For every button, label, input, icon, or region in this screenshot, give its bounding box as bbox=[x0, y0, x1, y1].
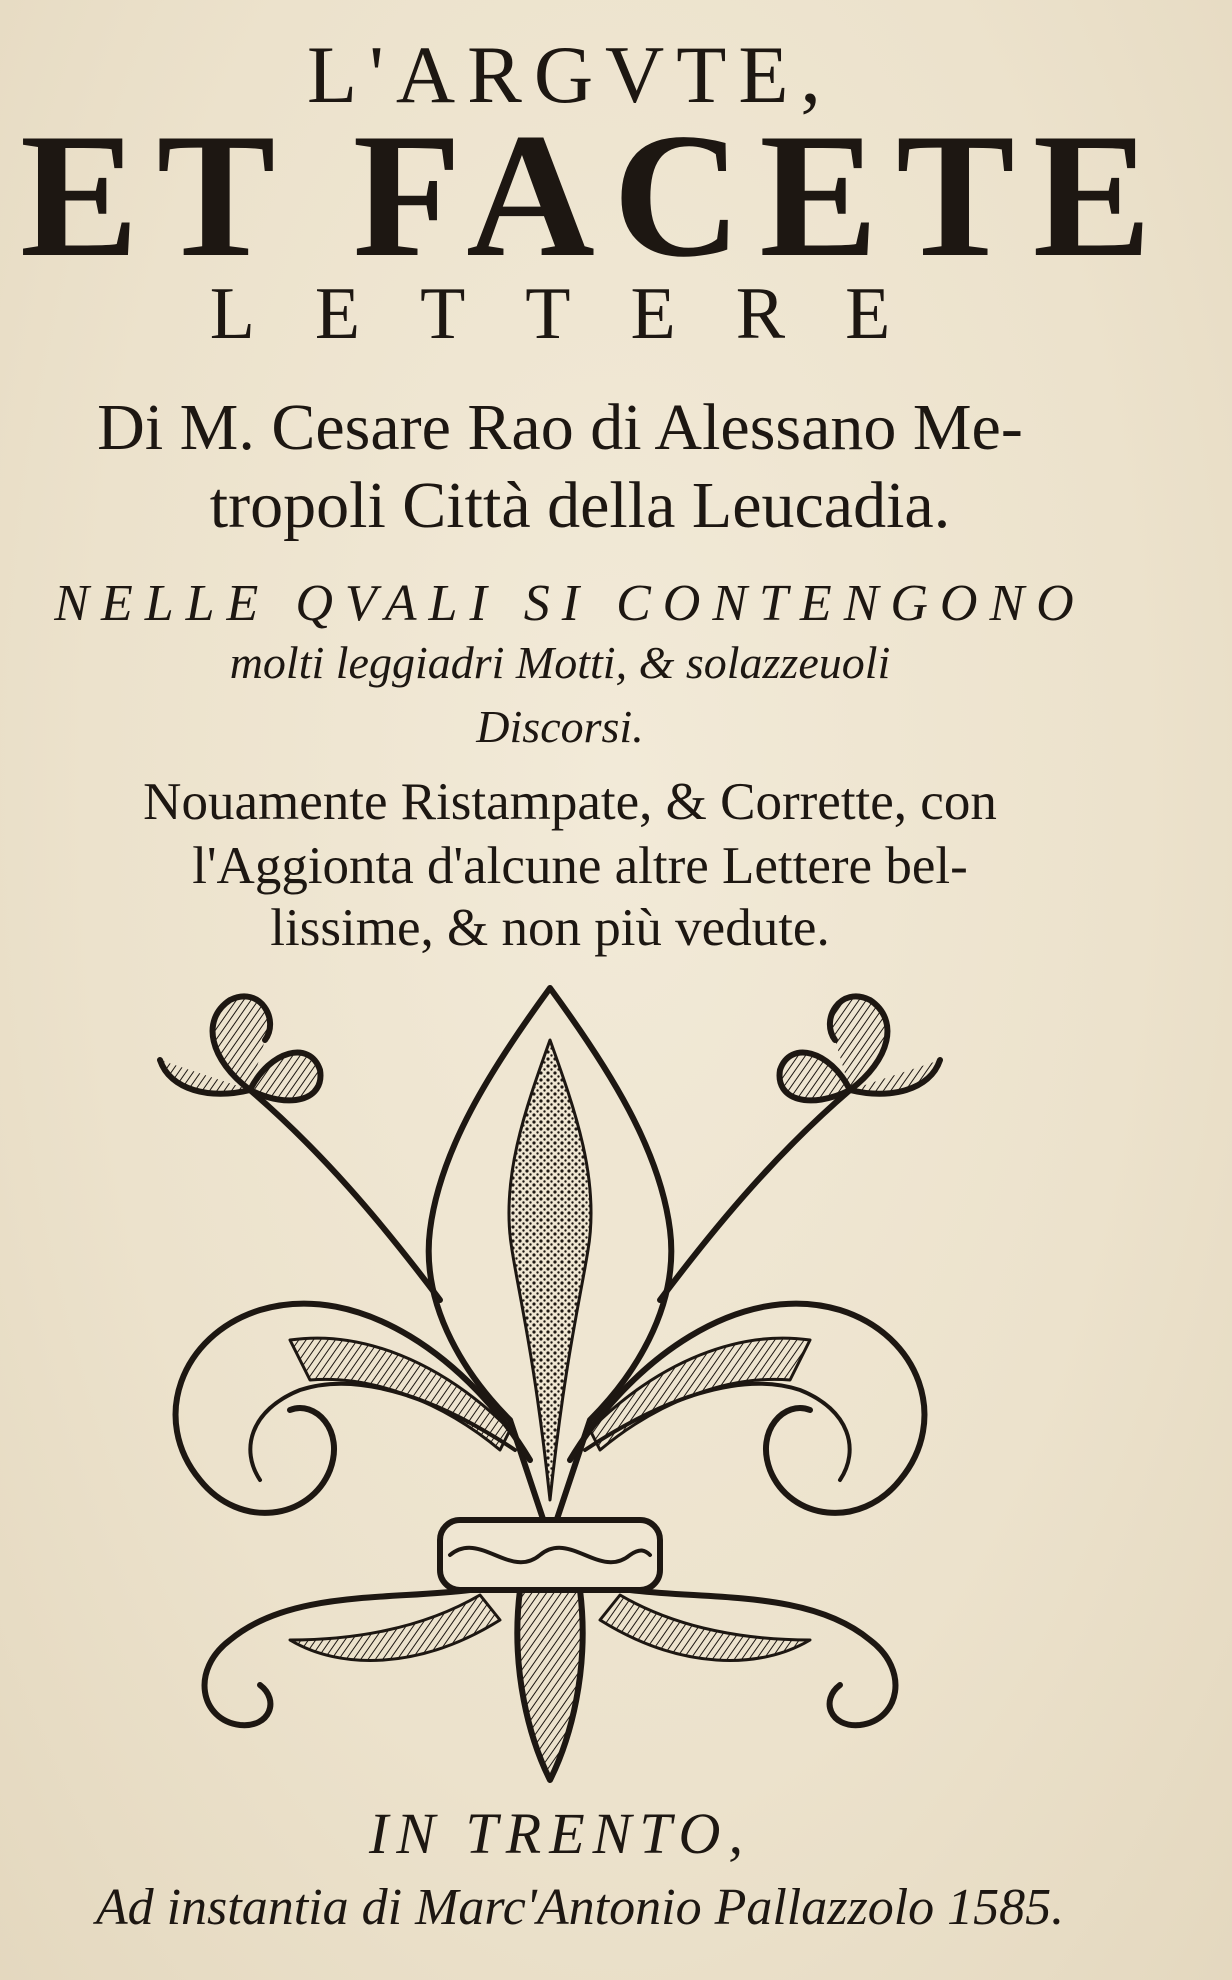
title-line-1: L'ARGVTE, bbox=[307, 29, 833, 120]
fleur-de-lis-woodcut-icon bbox=[140, 980, 960, 1800]
author-line-2: tropoli Città della Leucadia. bbox=[209, 469, 951, 542]
subtitle-line-3: Discorsi. bbox=[476, 701, 644, 752]
imprint-line-2: Ad instantia di Marc'Antonio Pallazzolo 1585. bbox=[95, 1879, 1065, 1936]
subtitle-line-2: molti leggiadri Motti, & solazzeuoli bbox=[229, 637, 891, 688]
note-line-3: lissime, & non più vedute. bbox=[270, 899, 830, 957]
note-line-1: Nouamente Ristampate, & Corrette, con bbox=[143, 773, 997, 831]
title-line-3: LETTERE bbox=[209, 273, 951, 355]
subtitle-line-1: NELLE QVALI SI CONTENGONO bbox=[54, 575, 1086, 632]
note-line-2: l'Aggionta d'alcune altre Lettere bel- bbox=[192, 837, 968, 895]
imprint-line-1: IN TRENTO, bbox=[369, 1801, 751, 1866]
author-line-1: Di M. Cesare Rao di Alessano Me- bbox=[97, 391, 1023, 464]
title-line-2: ET FACETE bbox=[20, 96, 1170, 294]
